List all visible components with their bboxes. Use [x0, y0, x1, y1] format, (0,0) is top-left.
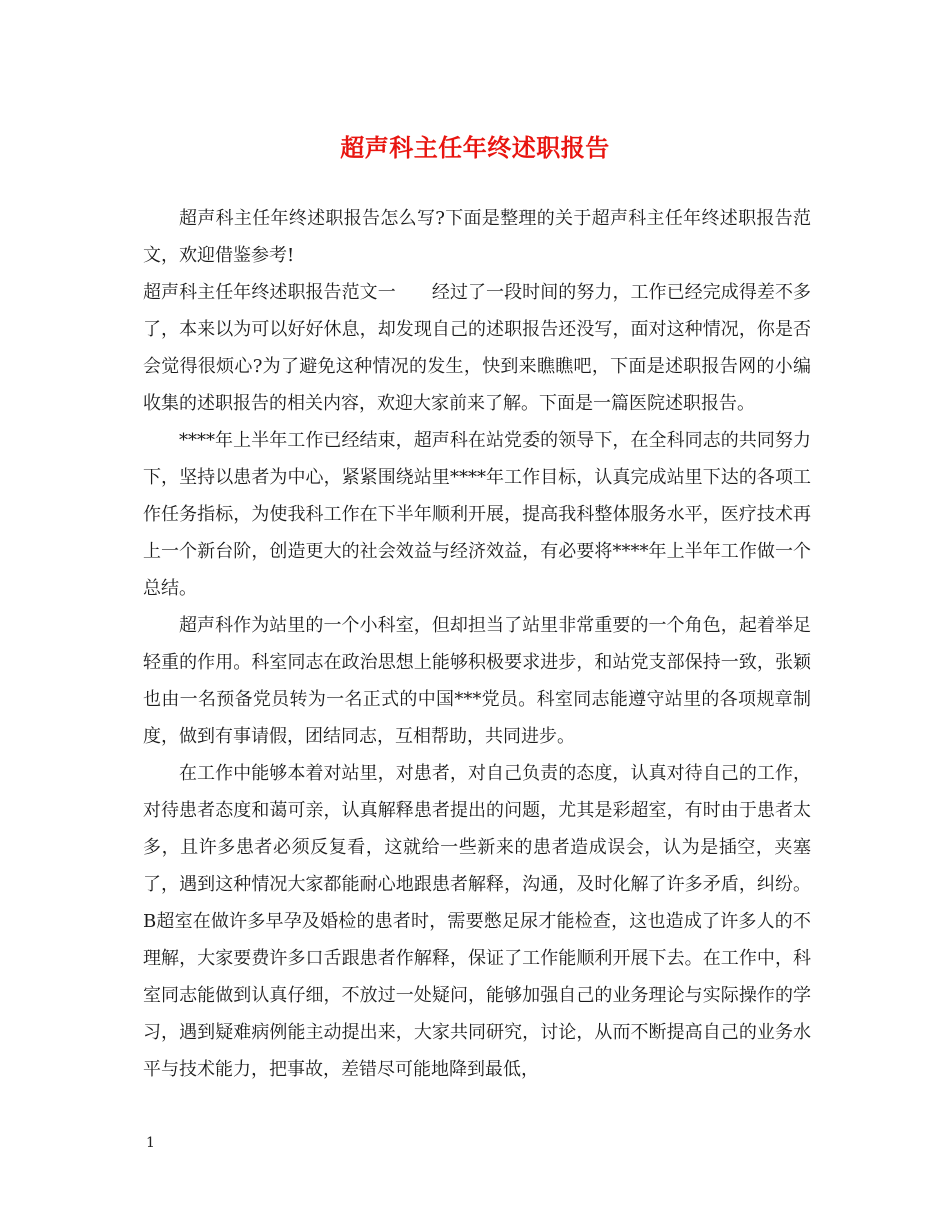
document-body — [143, 200, 811, 1088]
page-number: 1 — [146, 1135, 155, 1151]
paragraph-department-role: 超声科作为站里的一个小科室，但却担当了站里非常重要的一个角色，起着举足轻重的作用。科室同志在政治思想上能够积极要求进步，和站党支部保持一致，张颖也由一名预备党员转为一名正式的中国***党员。科室同志能遵守站里的各项规章制度，做到有事请假，团结同志，互相帮助，共同进步。 — [143, 615, 811, 747]
paragraph-intro: 超声科主任年终述职报告怎么写?下面是整理的关于超声科主任年终述职报告范文，欢迎借鉴参考! — [143, 208, 811, 266]
paragraph-sample-one: 超声科主任年终述职报告范文一 经过了一段时间的努力，工作已经完成得差不多了，本来以为可以好好休息，却发现自己的述职报告还没写，面对这种情况，你是否会觉得很烦心?为了避免这种情况的发生，快到来瞧瞧吧，下面是述职报告网的小编收集的述职报告的相关内容，欢迎大家前来了解。下面是一篇医院述职报告。 — [143, 282, 811, 414]
paragraph-half-year-summary: ****年上半年工作已经结束，超声科在站党委的领导下，在全科同志的共同努力下，坚持以患者为中心，紧紧围绕站里****年工作目标，认真完成站里下达的各项工作任务指标，为使我科工作在下半年顺利开展，提高我科整体服务水平，医疗技术再上一个新台阶，创造更大的社会效益与经济效益，有必要将****年上半年工作做一个总结。 — [143, 430, 811, 599]
page-title: 超声科主任年终述职报告 — [340, 133, 610, 162]
paragraph-work-attitude: 在工作中能够本着对站里，对患者，对自己负责的态度，认真对待自己的工作，对待患者态度和蔼可亲，认真解释患者提出的问题，尤其是彩超室，有时由于患者太多，且许多患者必须反复看，这就给一些新来的患者造成误会，认为是插空，夹塞了，遇到这种情况大家都能耐心地跟患者解释，沟通，及时化解了许多矛盾，纠纷。B超室在做许多早孕及婚检的患者时，需要憋足尿才能检查，这也造成了许多人的不理解，大家要费许多口舌跟患者作解释，保证了工作能顺利开展下去。在工作中，科室同志能做到认真仔细，不放过一处疑问，能够加强自己的业务理论与实际操作的学习，遇到疑难病例能主动提出来，大家共同研究，讨论，从而不断提高自己的业务水平与技术能力，把事故，差错尽可能地降到最低， — [143, 763, 811, 1080]
